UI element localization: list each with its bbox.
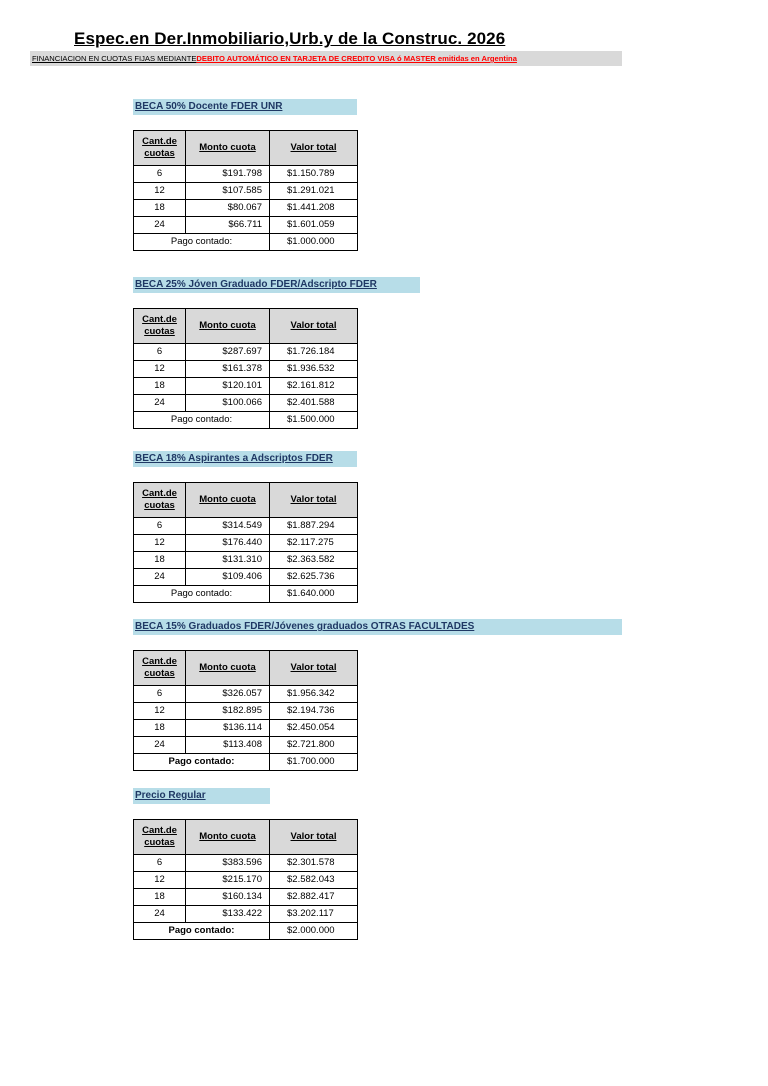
table-header-row — [134, 651, 358, 686]
cell-total: $2.721.800 — [270, 737, 358, 754]
cell-monto: $133.422 — [186, 906, 270, 923]
header-cuotas: Cant.de cuotas — [134, 483, 186, 518]
section-beca-50 — [133, 99, 358, 251]
contado-total: $2.000.000 — [270, 923, 358, 940]
cell-monto: $109.406 — [186, 569, 270, 586]
cell-total: $1.601.059 — [270, 217, 358, 234]
cell-cuotas: 12 — [134, 183, 186, 200]
header-total: Valor total — [270, 651, 358, 686]
subtitle-normal-text: FINANCIACION EN CUOTAS FIJAS MEDIANTE — [32, 54, 197, 63]
cell-total: $1.956.342 — [270, 686, 358, 703]
contado-label: Pago contado: — [134, 234, 270, 251]
section-beca-15 — [133, 619, 622, 771]
cell-monto: $326.057 — [186, 686, 270, 703]
cell-cuotas: 6 — [134, 344, 186, 361]
header-total: Valor total — [270, 309, 358, 344]
table-row — [134, 200, 358, 217]
cell-total: $2.117.275 — [270, 535, 358, 552]
header-cuotas: Cant.de cuotas — [134, 131, 186, 166]
table-row — [134, 166, 358, 183]
cell-monto: $100.066 — [186, 395, 270, 412]
header-monto: Monto cuota — [186, 651, 270, 686]
cell-cuotas: 18 — [134, 889, 186, 906]
contado-total: $1.640.000 — [270, 586, 358, 603]
cell-total: $1.936.532 — [270, 361, 358, 378]
cell-monto: $161.378 — [186, 361, 270, 378]
cell-total: $2.363.582 — [270, 552, 358, 569]
section-title: BECA 15% Graduados FDER/Jóvenes graduados OTRAS FACULTADES — [133, 619, 622, 635]
fee-table — [133, 650, 358, 771]
cell-monto: $176.440 — [186, 535, 270, 552]
contado-total: $1.700.000 — [270, 754, 358, 771]
table-row — [134, 217, 358, 234]
cell-total: $2.401.588 — [270, 395, 358, 412]
contado-row — [134, 412, 358, 429]
cell-cuotas: 6 — [134, 855, 186, 872]
cell-monto: $160.134 — [186, 889, 270, 906]
header-total: Valor total — [270, 131, 358, 166]
cell-cuotas: 12 — [134, 361, 186, 378]
cell-cuotas: 24 — [134, 737, 186, 754]
cell-monto: $136.114 — [186, 720, 270, 737]
cell-monto: $113.408 — [186, 737, 270, 754]
section-beca-25 — [133, 277, 420, 429]
cell-cuotas: 12 — [134, 872, 186, 889]
contado-row — [134, 923, 358, 940]
cell-total: $2.882.417 — [270, 889, 358, 906]
header-total: Valor total — [270, 820, 358, 855]
contado-row — [134, 754, 358, 771]
section-title: BECA 50% Docente FDER UNR — [133, 99, 357, 115]
table-row — [134, 720, 358, 737]
cell-monto: $287.697 — [186, 344, 270, 361]
cell-total: $1.150.789 — [270, 166, 358, 183]
cell-cuotas: 12 — [134, 703, 186, 720]
cell-total: $3.202.117 — [270, 906, 358, 923]
subtitle-highlight-text: DEBITO AUTOMÁTICO EN TARJETA DE CREDITO VISA ó MASTER emitidas en Argentina — [196, 54, 517, 63]
fee-table — [133, 130, 358, 251]
contado-label: Pago contado: — [134, 412, 270, 429]
header-monto: Monto cuota — [186, 131, 270, 166]
header-monto: Monto cuota — [186, 483, 270, 518]
contado-label: Pago contado: — [134, 754, 270, 771]
table-row — [134, 703, 358, 720]
table-row — [134, 535, 358, 552]
table-row — [134, 906, 358, 923]
cell-total: $2.161.812 — [270, 378, 358, 395]
cell-cuotas: 18 — [134, 378, 186, 395]
header-total: Valor total — [270, 483, 358, 518]
cell-monto: $80.067 — [186, 200, 270, 217]
table-row — [134, 344, 358, 361]
cell-cuotas: 18 — [134, 552, 186, 569]
contado-total: $1.500.000 — [270, 412, 358, 429]
cell-monto: $107.585 — [186, 183, 270, 200]
cell-monto: $66.711 — [186, 217, 270, 234]
section-beca-18 — [133, 451, 358, 603]
table-row — [134, 872, 358, 889]
fee-table — [133, 308, 358, 429]
cell-cuotas: 24 — [134, 906, 186, 923]
cell-cuotas: 24 — [134, 217, 186, 234]
cell-cuotas: 18 — [134, 720, 186, 737]
cell-cuotas: 6 — [134, 166, 186, 183]
table-header-row — [134, 820, 358, 855]
contado-label: Pago contado: — [134, 586, 270, 603]
table-row — [134, 552, 358, 569]
cell-total: $2.582.043 — [270, 872, 358, 889]
contado-label: Pago contado: — [134, 923, 270, 940]
header-monto: Monto cuota — [186, 309, 270, 344]
contado-row — [134, 586, 358, 603]
cell-monto: $191.798 — [186, 166, 270, 183]
cell-cuotas: 18 — [134, 200, 186, 217]
header-monto: Monto cuota — [186, 820, 270, 855]
table-row — [134, 395, 358, 412]
cell-total: $2.625.736 — [270, 569, 358, 586]
table-row — [134, 855, 358, 872]
table-row — [134, 361, 358, 378]
table-row — [134, 518, 358, 535]
page-title: Espec.en Der.Inmobiliario,Urb.y de la Construc. 2026 — [74, 29, 506, 48]
contado-total: $1.000.000 — [270, 234, 358, 251]
fee-table — [133, 819, 358, 940]
section-title: BECA 25% Jóven Graduado FDER/Adscripto FDER — [133, 277, 420, 293]
section-title: BECA 18% Aspirantes a Adscriptos FDER — [133, 451, 357, 467]
table-header-row — [134, 309, 358, 344]
cell-monto: $215.170 — [186, 872, 270, 889]
fee-table — [133, 482, 358, 603]
table-row — [134, 737, 358, 754]
cell-total: $2.301.578 — [270, 855, 358, 872]
cell-total: $2.194.736 — [270, 703, 358, 720]
cell-cuotas: 12 — [134, 535, 186, 552]
cell-cuotas: 6 — [134, 518, 186, 535]
table-row — [134, 378, 358, 395]
cell-cuotas: 6 — [134, 686, 186, 703]
cell-total: $1.291.021 — [270, 183, 358, 200]
cell-cuotas: 24 — [134, 395, 186, 412]
header-cuotas: Cant.de cuotas — [134, 309, 186, 344]
table-row — [134, 569, 358, 586]
cell-monto: $131.310 — [186, 552, 270, 569]
financing-subtitle — [30, 51, 622, 66]
cell-total: $2.450.054 — [270, 720, 358, 737]
header-cuotas: Cant.de cuotas — [134, 651, 186, 686]
table-row — [134, 183, 358, 200]
table-header-row — [134, 483, 358, 518]
cell-total: $1.441.208 — [270, 200, 358, 217]
cell-monto: $120.101 — [186, 378, 270, 395]
table-header-row — [134, 131, 358, 166]
cell-monto: $314.549 — [186, 518, 270, 535]
table-row — [134, 686, 358, 703]
table-row — [134, 889, 358, 906]
cell-cuotas: 24 — [134, 569, 186, 586]
cell-total: $1.887.294 — [270, 518, 358, 535]
section-precio-regular — [133, 788, 358, 940]
header-cuotas: Cant.de cuotas — [134, 820, 186, 855]
cell-monto: $383.596 — [186, 855, 270, 872]
contado-row — [134, 234, 358, 251]
cell-total: $1.726.184 — [270, 344, 358, 361]
cell-monto: $182.895 — [186, 703, 270, 720]
section-title: Precio Regular — [133, 788, 270, 804]
